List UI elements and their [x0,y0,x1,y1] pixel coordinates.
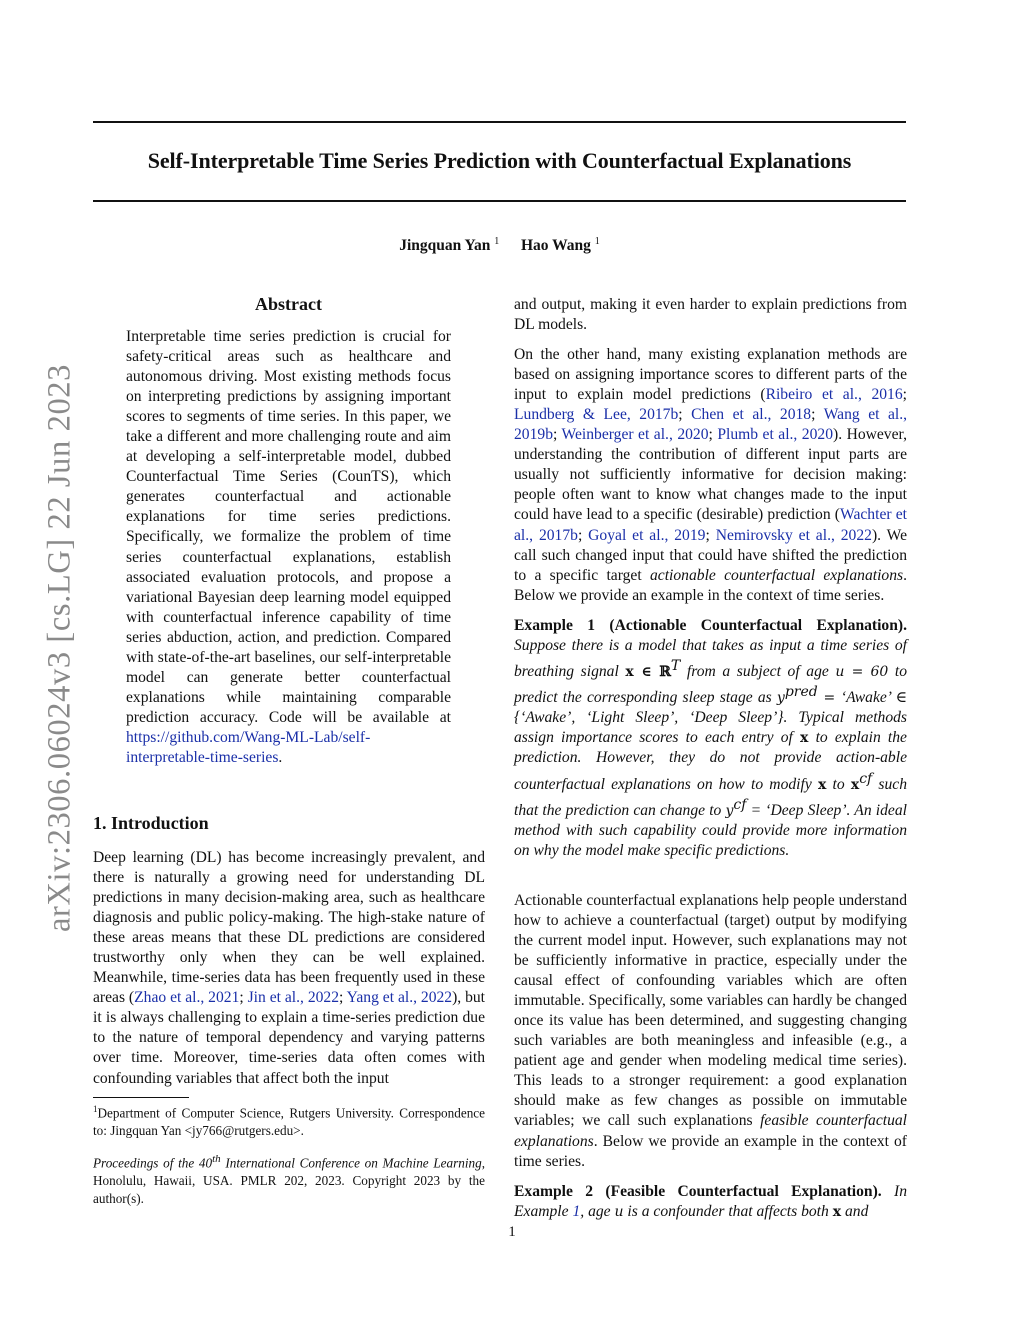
abstract-text: Interpretable time series prediction is crucial for safety-critical areas such as healthcare and autonomous driving. Most existing methods focus on interpreting predictions by assigning important scores to segments of time series. In this paper, we take a different and more challenging route and aim at developing a self-interpretable model, dubbed Counterfactual Time Series (CounTS), which generates counterfactual and actionable explanations for time series predictions. Specifically, we formalize the problem of time series counterfactual explanations, establish associated evaluation protocols, and propose a variational Bayesian deep learning model equipped with counterfactual inference capability of time series abduction, action, and prediction. Compared with state-of-the-art baselines, our self-interpretable model can generate better counterfactual explanations while maintaining comparable prediction accuracy. Code will be available at https://github.com/Wang-ML-Lab/self-interpretable-time-series. [126,328,451,766]
citation-link[interactable]: Wachter et al., 2017b [514,506,907,544]
abstract-heading: Abstract [255,294,322,314]
example-ref-link[interactable]: 1 [572,1202,581,1220]
paper-title: Self-Interpretable Time Series Prediction with Counterfactual Explanations [147,148,852,173]
title-top-rule [93,121,906,123]
citation-link[interactable]: Goyal et al., 2019 [588,526,706,544]
body-paragraph: On the other hand, many existing explanation methods are based on assigning importance scores to different parts of the input to explain model predictions (Ribeiro et al., 2016; Lundberg & Lee, 2017b; Chen et al., 2018; Wang et al., 2019b; Weinberger et al., 2020; Plumb et al., 2020). However, understanding the contribution of different input parts are usually not sufficiently informative for decision making: people often want to know what changes made to the input could have lead to a specific (desirable) prediction (Wachter et al., 2017b; Goyal et al., 2019; Nemirovsky et al., 2022). We call such changed input that could have shifted the prediction to a specific target actionable counterfactual explanations. Below we provide an example in the context of time series. [514,346,908,604]
body-paragraph: and output, making it even harder to explain predictions from DL models. [514,296,907,334]
footnote-rule [93,1097,189,1098]
citation-link[interactable]: Lundberg & Lee, 2017b [514,406,679,424]
author-list [93,236,906,255]
body-paragraph: Actionable counterfactual explanations help people understand how to achieve a counterfactual (target) output by modifying the current model input. However, such explanations may not be sufficiently informative in practice, especially under the causal effect of confounding variables which are often immutable. Specifically, some variables can hardly be changed once its value has been determined, and suggesting changing such variables are both meaningless and infeasible (e.g., a patient age and gender when modeling medical time series). This leads to a stronger requirement: a good explanation should make as few changes as possible on immutable variables; we call such explanations feasible counterfactual explanations. Below we provide an example in the context of time series. [514,891,907,1170]
author-affiliation: 1 [494,236,500,247]
citation-link[interactable]: Jin et al., 2022 [247,989,340,1007]
citation-link[interactable]: Chen et al., 2018 [691,406,812,424]
title-bottom-rule [93,200,906,202]
proceedings-note: Proceedings of the 40th International Conference on Machine Learning, Honolulu, Hawaii, USA. PMLR 202, 2023. Copyright 2023 by the author(s). [93,1153,485,1207]
example-1: Example 1 (Actionable Counterfactual Explanation). Suppose there is a model that takes as input a time series of breathing signal x ∈ ℝ$^T$ from a subject of age u = 60 to predict the corresponding sleep stage as $y^{pred}$ = ‘Awake’ ∈ {‘Awake’, ‘Light Sleep’, ‘Deep Sleep’}. Typical methods assign importance scores to each entry of x to explain the prediction. However, they do not provide action-able counterfactual explanations on how to modify x to $x^{cf}$ such that the prediction can change to $y^{cf}$ = ‘Deep Sleep’. An ideal method with such capability could provide more information on why the model make specific predictions. [514,616,908,859]
citation-link[interactable]: Yang et al., 2022 [346,989,453,1007]
citation-link[interactable]: Nemirovsky et al., 2022 [715,526,872,544]
section-heading: 1. Introduction [93,813,209,833]
affiliation-footnote: $^1$Department of Computer Science, Rutgers University. Correspondence to: Jingquan Yan <jy766@rutgers.edu>. [93,1104,485,1138]
citation-link[interactable]: Weinberger et al., 2020 [561,426,709,444]
arxiv-stamp: arXiv:2306.06024v3 [cs.LG] 22 Jun 2023 [41,363,78,933]
author-name: Hao Wang [521,237,591,255]
author-affiliation: 1 [594,236,600,247]
right-column [514,295,907,1222]
intro-paragraph: Deep learning (DL) has become increasingly prevalent, and there is naturally a growing need for understanding DL predictions in many decision-making area, such as healthcare diagnosis and public policy-making. The high-stake nature of these areas means that these DL predictions are considered trustworthy only when they can be well explained. Meanwhile, time-series data has been frequently used in these areas (Zhao et al., 2021; Jin et al., 2022; Yang et al., 2022), but it is always challenging to explain a time-series prediction due to the nature of temporal dependency and varying patterns over time. Moreover, time-series data often comes with confounding variables that affect both the input [93,849,486,1087]
citation-link[interactable]: Zhao et al., 2021 [134,989,240,1007]
abstract-section [126,293,451,768]
example-2: Example 2 (Feasible Counterfactual Explanation). In Example 1, age u is a confounder that affects both x and [514,1182,907,1220]
citation-link[interactable]: Ribeiro et al., 2016 [765,386,903,404]
author-name: Jingquan Yan [399,237,491,255]
code-link[interactable]: https://github.com/Wang-ML-Lab/self-interpretable-time-series [126,728,371,766]
page-number: 1 [508,1224,516,1240]
introduction-section [93,812,485,1089]
citation-link[interactable]: Wang et al., 2019b [514,406,908,444]
citation-link[interactable]: Plumb et al., 2020 [717,426,833,444]
